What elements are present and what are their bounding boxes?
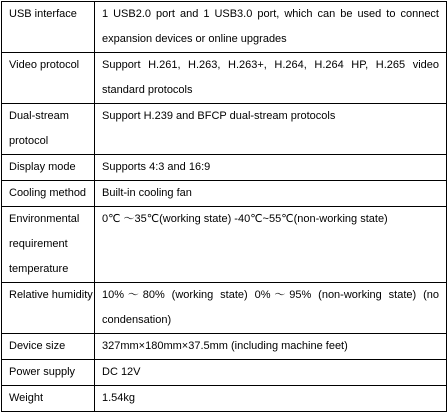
row-label: USB interface bbox=[2, 2, 95, 53]
row-label: Environmental requirement temperature bbox=[2, 207, 95, 283]
row-label: Display mode bbox=[2, 155, 95, 181]
spec-table bbox=[1, 1, 447, 412]
row-label: Weight bbox=[2, 386, 95, 412]
row-label: Device size bbox=[2, 334, 95, 360]
row-value: Supports 4:3 and 16:9 bbox=[95, 155, 447, 181]
table-row bbox=[2, 360, 447, 386]
table-row bbox=[2, 334, 447, 360]
row-label: Power supply bbox=[2, 360, 95, 386]
row-value: DC 12V bbox=[95, 360, 447, 386]
row-label: Video protocol bbox=[2, 53, 95, 104]
row-value: Support H.261, H.263, H.263+, H.264, H.264 HP, H.265 video standard protocols bbox=[95, 53, 447, 104]
row-value: 10%～80% (working state) 0%～95% (non-working state) (no condensation) bbox=[95, 283, 447, 334]
row-value: Built-in cooling fan bbox=[95, 181, 447, 207]
table-row bbox=[2, 181, 447, 207]
table-row bbox=[2, 386, 447, 412]
row-value: Support H.239 and BFCP dual-stream protocols bbox=[95, 104, 447, 155]
row-value: 0℃ ～35℃(working state) -40℃~55℃(non-working state) bbox=[95, 207, 447, 283]
table-row bbox=[2, 104, 447, 155]
row-value: 1.54kg bbox=[95, 386, 447, 412]
table-row bbox=[2, 2, 447, 53]
row-label: Relative humidity bbox=[2, 283, 95, 334]
table-row bbox=[2, 283, 447, 334]
table-row bbox=[2, 207, 447, 283]
row-value: 1 USB2.0 port and 1 USB3.0 port, which can be used to connect expansion devices or online upgrades bbox=[95, 2, 447, 53]
row-label: Dual-stream protocol bbox=[2, 104, 95, 155]
table-row bbox=[2, 53, 447, 104]
table-row bbox=[2, 155, 447, 181]
row-value: 327mm×180mm×37.5mm (including machine feet) bbox=[95, 334, 447, 360]
row-label: Cooling method bbox=[2, 181, 95, 207]
